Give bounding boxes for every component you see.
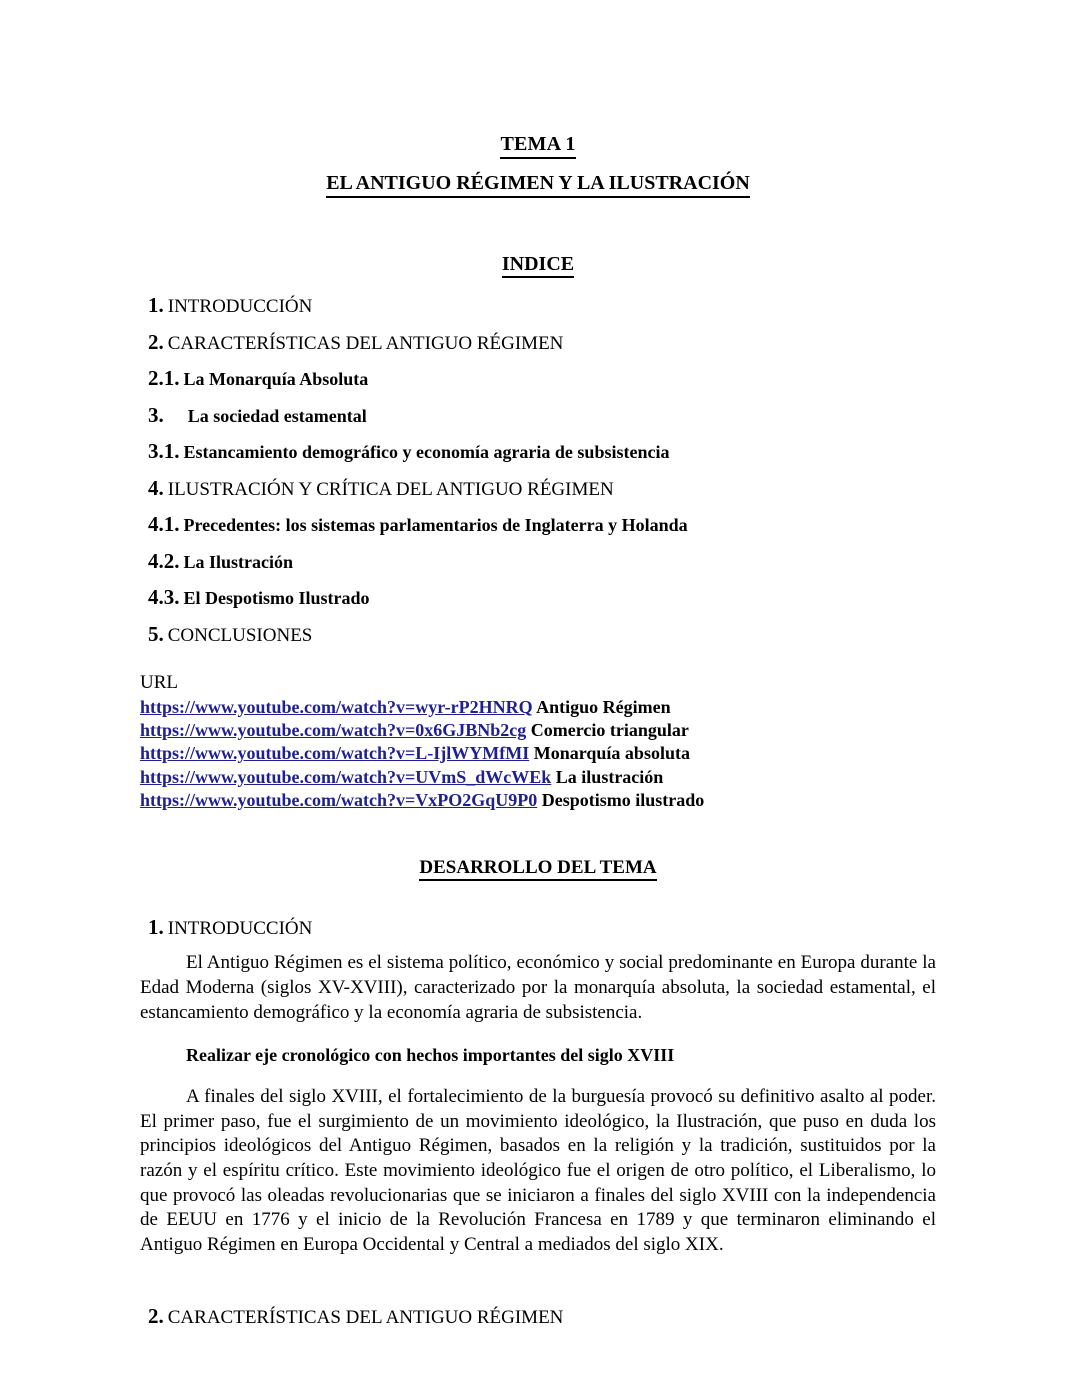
youtube-link[interactable]: https://www.youtube.com/watch?v=wyr-rP2HNRQ: [140, 696, 533, 717]
index-item-number: 2.1.: [148, 366, 180, 391]
section-heading-caracteristicas: [140, 1304, 936, 1329]
youtube-link-label: Comercio triangular: [530, 719, 689, 740]
index-item-label: El Despotismo Ilustrado: [183, 588, 370, 609]
intro-paragraph-1: El Antiguo Régimen es el sistema político, económico y social predominante en Europa durante la Edad Moderna (siglos XV-XVIII), caracterizado por la monarquía absoluta, la sociedad estamental, el estancamiento demográfico y la economía agraria de subsistencia.: [140, 952, 936, 1023]
section-label: CARACTERÍSTICAS DEL ANTIGUO RÉGIMEN: [167, 1306, 564, 1328]
section-number: 2.: [148, 1303, 164, 1328]
index-item-3: [140, 404, 936, 428]
development-heading-block: [140, 857, 936, 881]
youtube-link[interactable]: https://www.youtube.com/watch?v=L-IjlWYMfMI: [140, 743, 530, 764]
index-item-number: 1.: [148, 293, 164, 317]
url-block: [140, 672, 936, 812]
url-line: [140, 719, 936, 742]
index-list: [140, 294, 936, 646]
index-item-label: Precedentes: los sistemas parlamentarios de Inglaterra y Holanda: [183, 515, 688, 536]
youtube-link-label: Monarquía absoluta: [533, 743, 690, 764]
index-item-1: [140, 294, 936, 318]
url-line: [140, 789, 936, 812]
url-line: [140, 766, 936, 789]
index-item-label: CONCLUSIONES: [167, 624, 313, 646]
index-item-5: [140, 623, 936, 647]
page-subtitle: EL ANTIGUO RÉGIMEN Y LA ILUSTRACIÓN: [326, 171, 750, 198]
index-item-number: 3.1.: [148, 439, 180, 464]
url-line: [140, 742, 936, 765]
document-content: [140, 0, 936, 1329]
index-item-2-1: [140, 367, 936, 391]
youtube-link[interactable]: https://www.youtube.com/watch?v=VxPO2GqU9P0: [140, 790, 538, 811]
index-item-label: INTRODUCCIÓN: [167, 296, 313, 317]
index-item-number: 3.: [148, 402, 164, 427]
youtube-link[interactable]: https://www.youtube.com/watch?v=UVmS_dWcWEk: [140, 766, 552, 787]
youtube-link-label: Antiguo Régimen: [536, 696, 671, 717]
section-number: 1.: [148, 914, 164, 939]
index-item-4: [140, 477, 936, 501]
index-item-number: 4.: [148, 475, 164, 500]
index-item-label: CARACTERÍSTICAS DEL ANTIGUO RÉGIMEN: [167, 332, 564, 354]
index-item-label: Estancamiento demográfico y economía agraria de subsistencia: [183, 442, 670, 463]
intro-bold-note: Realizar eje cronológico con hechos importantes del siglo XVIII: [186, 1045, 675, 1066]
section-heading-introduccion: [140, 915, 936, 940]
index-item-label: La Monarquía Absoluta: [183, 369, 369, 390]
intro-paragraph-2: A finales del siglo XVIII, el fortalecimiento de la burguesía provocó su definitivo asalto al poder. El primer paso, fue el surgimiento de un movimiento ideológico, la Ilustración, que puso en duda los principios ideológicos del Antiguo Régimen, basados en la religión y la tradición, sustituidos por la razón y el espíritu crítico. Este movimiento ideológico fue el origen de otro político, el Liberalismo, lo que provocó las oleadas revolucionarias que se iniciaron a finales del siglo XVIII con la independencia de EEUU en 1776 y el inicio de la Revolución Francesa en 1789 y que terminaron eliminando el Antiguo Régimen en Europa Occidental y Central a mediados del siglo XIX.: [140, 1085, 936, 1256]
url-line: [140, 696, 936, 719]
url-caption: URL: [140, 672, 178, 694]
index-item-3-1: [140, 440, 936, 464]
page-title: TEMA 1: [500, 132, 575, 159]
index-item-label: La Ilustración: [183, 551, 294, 572]
development-heading: DESARROLLO DEL TEMA: [419, 857, 656, 881]
document-subtitle-block: [140, 171, 936, 198]
index-heading-block: [140, 253, 936, 278]
index-item-number: 4.3.: [148, 585, 180, 610]
index-item-number: 4.1.: [148, 512, 180, 537]
document-title-block: [140, 132, 936, 159]
index-item-label: ILUSTRACIÓN Y CRÍTICA DEL ANTIGUO RÉGIMEN: [167, 478, 614, 500]
index-item-4-1: [140, 513, 936, 537]
youtube-link[interactable]: https://www.youtube.com/watch?v=0x6GJBNb2cg: [140, 719, 527, 740]
index-heading: INDICE: [502, 253, 574, 278]
index-item-number: 5.: [148, 621, 164, 646]
index-item-4-2: [140, 550, 936, 574]
section-label: INTRODUCCIÓN: [167, 917, 313, 939]
index-item-number: 2.: [148, 329, 164, 354]
index-item-4-3: [140, 586, 936, 610]
index-item-label: La sociedad estamental: [187, 405, 367, 426]
youtube-link-label: Despotismo ilustrado: [541, 790, 705, 811]
index-item-2: [140, 331, 936, 355]
index-item-number: 4.2.: [148, 548, 180, 573]
youtube-link-label: La ilustración: [555, 766, 664, 787]
